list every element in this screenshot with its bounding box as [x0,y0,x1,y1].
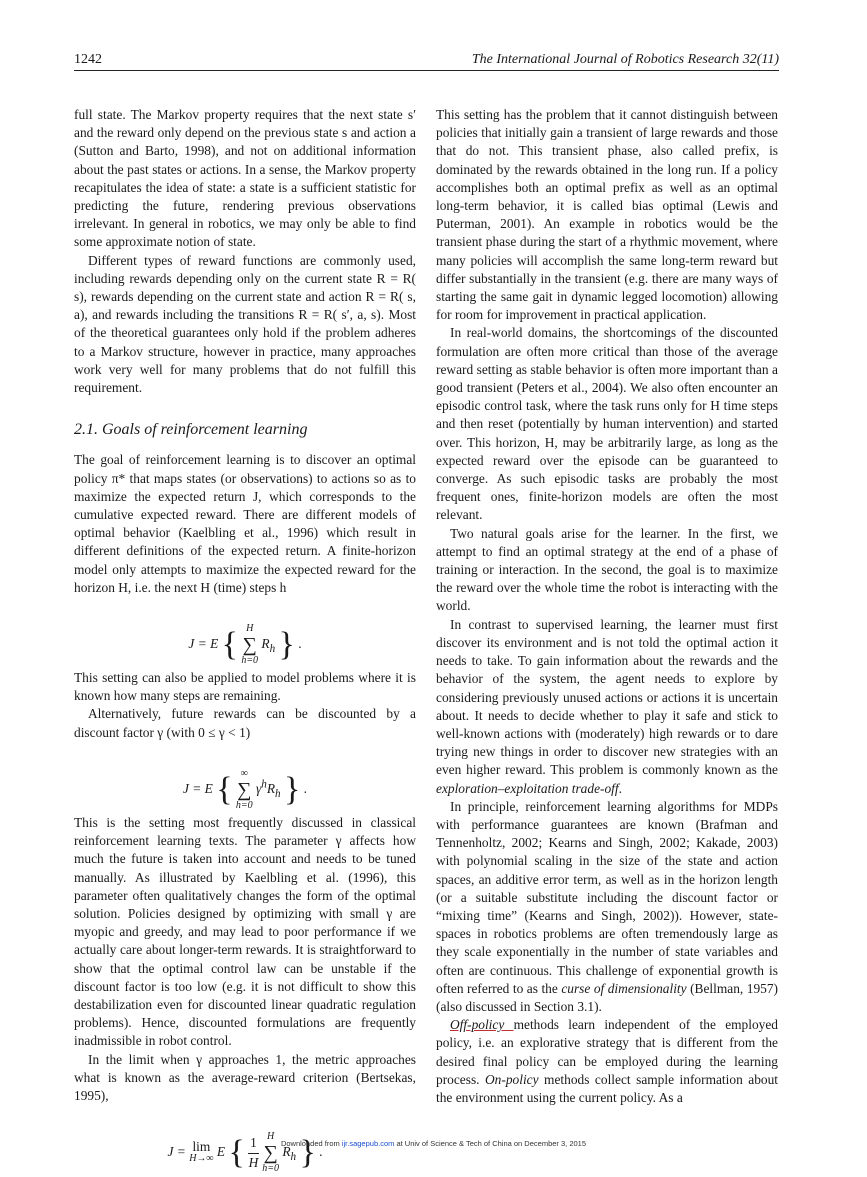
right-column [436,106,778,1107]
equation-discounted: J = E { ∞ ∑ h=0 $\gamma^hR_h$ } . [182,767,308,811]
eq-lhs: J = E [188,636,219,652]
equation-finite-horizon: J = E { H ∑ h=0 $R_h$ } . [188,623,302,667]
section-heading: 2.1. Goals of reinforcement learning [74,421,308,439]
page-number: 1242 [74,52,102,67]
paragraph: Different types of reward functions are commonly used, including rewards depending only on the current state R = R( s), rewards depending on the current state and action R = R( s, a), and rewards including the transitions R = R( s′, a, s). Most of the theoretical guarantees only hold if the problem adheres to a Markov structure, however in practice, many approaches work very well for many problems that do not fulfill this requirement. [74,252,416,396]
emphasis: curse of dimensionality [561,980,687,996]
emphasis: On-policy [485,1071,539,1087]
left-column [74,106,416,1177]
off-policy-annotation: Off-policy [450,1017,514,1033]
paragraph: In the limit when γ approaches 1, the metric approaches what is known as the average-reward criterion (Bertsekas, 1995), [74,1051,416,1103]
paragraph: In real-world domains, the shortcomings of the discounted formulation are often more critical than those of the average reward setting as stable behavior is often more important than a good transient (Peters et al., 2004). We also often encounter an episodic control task, where the task runs only for H time steps and then reset (potentially by human intervention) and started over. This horizon, H, may be arbitrarily large, as long as the expected reward over the episode can be guaranteed to converge. As such episodic tasks are probably the most frequent ones, finite-horizon models are often the most relevant. [436,325,778,523]
sum-symbol: H ∑ h=0 [241,623,259,667]
equation-average-reward: J = lim H→∞ E { $\frac{1}{H}$ H ∑ h=0 $R_h$ } . [167,1131,323,1175]
paragraph: full state. The Markov property requires that the next state s′ and the reward only depend on the previous state s and action a (Sutton and Barto, 1998), and not on additional information about the past states or actions. In a sense, the Markov property recapitulates the idea of state: a state is a sufficient statistic for predicting the future, rendering previous observations irrelevant. In general in robotics, we may only be able to find some approximate notion of state. [74,107,416,250]
page-header [74,50,779,71]
sum-symbol: H ∑ h=0 [262,1131,279,1175]
paragraph: This setting can also be applied to model problems where it is known how many steps are remaining. [74,670,416,704]
paragraph: In contrast to supervised learning, the learner must first discover its environment and is not told the optimal action it needs to take. To gain information about the rewards and the behavior of the system, the agent needs to explore by considering previously unused actions or actions it is uncertain about. It needs to decide whether to play it safe and stick to well-known actions with (moderately) high rewards or to dare trying new things in order to discover new strategies with an even higher reward. This problem is commonly known as the exploration–exploitation trade-off. [436,616,778,796]
journal-title: The International Journal of Robotics Research 32(11) [471,52,779,67]
paragraph: In principle, reinforcement learning algorithms for MDPs with performance guarantees are known (Brafman and Tennenholtz, 2002; Kearns and Singh, 2002; Kakade, 2003) with polynomial scaling in the size of the state and action spaces, an additive error term, as well as in the horizon length (or a suitable substitute including the discount factor or “mixing time” (Kearns and Singh, 2002)). However, state-spaces in robotics problems are often tremendously large as they scale exponentially in the number of state variables and often are continuous. This challenge of exponential growth is often referred to as the curse of dimensionality (Bellman, 1957) (also discussed in Section 3.1). [436,798,778,1014]
paragraph: This setting has the problem that it cannot distinguish between policies that initially gain a transient of large rewards and those that do not. This transient phase, also called prefix, is dominated by the rewards obtained in the long run. If a policy accomplishes both an optimal prefix as well as an optimal long-term behavior, it is called bias optimal (Lewis and Puterman, 2001). An example in robotics would be the transient phase during the start of a rhythmic movement, where many policies will accomplish the same long-term reward but differ substantially in the transient (e.g. there are many ways of starting the same gait in dynamic legged locomotion) allowing for room for improvement in practical application. [436,107,778,323]
fraction: $\frac{1}{H}$ [248,1135,259,1170]
paragraph: Two natural goals arise for the learner. In the first, we attempt to find an optimal strategy at the end of a phase of training or interaction. In the second, the goal is to maximize the reward over the whole time the robot is interacting with the world. [436,525,778,614]
paragraph: Off-policy methods learn independent of the employed policy, i.e. an explorative strategy that is different from the desired final policy can be employed during the learning process. On-policy methods collect sample information about the environment using the current policy. As a [436,1017,779,1105]
emphasis: exploration–exploitation trade-off [436,780,619,796]
site-link[interactable]: ijr.sagepub.com [341,1139,395,1148]
limit-operator: lim H→∞ [189,1139,214,1165]
paragraph: Alternatively, future rewards can be discounted by a discount factor γ (with 0 ≤ γ < 1) [74,706,416,740]
download-footer: Downloaded from ijr.sagepub.com at Univ of Science & Tech of China on December 3, 2015 [280,1139,587,1148]
paragraph: This is the setting most frequently discussed in classical reinforcement learning texts. The parameter γ affects how much the future is taken into account and needs to be tuned manually. As illustrated by Kaelbling et al. (1996), this parameter often qualitatively changes the form of the optimal solution. Policies designed by optimizing with small γ are myopic and greedy, and may lead to poor performance if we actually care about longer-term rewards. It is straightforward to show that the optimal control law can be unstable if the discount factor is too low (e.g. it is not difficult to show this destabilization even for discounted linear quadratic regulation problems). Hence, discounted formulations are frequently inadmissible in robot control. [74,814,416,1049]
paragraph: The goal of reinforcement learning is to discover an optimal policy π* that maps states (or observations) to actions so as to maximize the expected return J, which corresponds to the cumulative expected reward. There are different models of optimal behavior (Kaelbling et al., 1996) which result in different definitions of the expected return. A finite-horizon model only attempts to maximize the expected reward for the horizon H, i.e. the next H (time) steps h [74,452,416,595]
sum-symbol: ∞ ∑ h=0 [235,767,253,811]
